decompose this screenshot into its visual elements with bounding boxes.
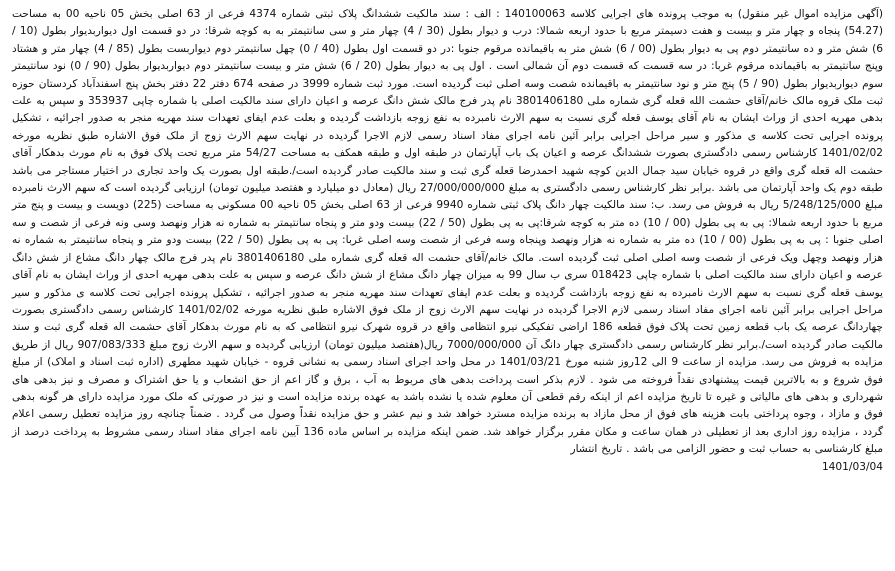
publish-date: 1401/03/04 [821, 460, 883, 473]
notice-body-text: (آگهی مزایده اموال غیر منقول) به موجب پرونده های اجرایی کلاسه 140100063 : الف : سند مالکیت ششدانگ پلاک ثبتی شماره 4374 فرعی از 63 اصلی بخش 05 ناحیه 00 به مساحت (54.27) پنجاه و چهار متر و بیست و هفت دسیمتر مربع با حدود اربعه شمالا: درب و دیوار بطول (30 / 4) چهار متر و سی سانتیمتر به به کوچه شرقا: در دو قسمت اول دیواربدیوار بطول (10 / 6) شش متر و ده سانتیمتر دوم پی به دیوار بطول (00 / 6) شش متر به باقیمانده مرقوم جنوبا :در دو قسمت اول بطول (40 / 0) چهل سانتیمتر دوم دیواربست بطول (85 / 4) چهار متر و هشتاد وپنج سانتیمتر به باقیمانده مرقوم غربا: در سه قسمت که قسمت دوم آن شمالی است . اول پی به دیوار بطول (20 / 6) شش متر و بیست سانتیمتر دوم دیواربدیوار بطول (90 / 0) نود سانتیمتر سوم دیواربدیوار بطول (90 / 5) پنج متر و نود سانتیمتر به باقیمانده شصت وسه اصلی ثبت گردیده است. مورد ثبت شماره 3999 در صفحه 674 دفتر 22 دفتر بخش پنج اسفندآباد کردستان حوزه ثبت ملک قروه مالک خانم/آقای حشمت الله قعله گری شماره ملی 3801406180 نام پدر فرج مالک شش دانگ عرصه و اعیان دارای سند مالکیت اصلی با شماره چاپی 353937 و سپس به علت بدهی مهریه احدی از وراث ایشان به نام آقای یوسف قعله گری نسبت به سهم الارث نامبرده به نفع زوجه بازداشت گردیده و بعلت عدم ایفای تعهدات سند مهریه منجر به صدور اجرائیه ، تشکیل پرونده اجرایی تحت کلاسه ی مذکور و سیر مراحل اجرایی برابر آئین نامه اجرای مفاد اسناد رسمی لازم الاجرا گردیده در نهایت سهم الارث زوج از ملک فوق الاشاره طبق نظریه مورخه 1401/02/02 کارشناس رسمی دادگستری بصورت ششدانگ عرصه و اعیان یک باب آپارتمان در طبقه اول و طبقه همکف به مساحت 54/27 متر مربع تحت پلاک فوق به نام مورث بدهکار آقای حشمت اله قعله گری واقع در قروه خیابان سید جمال الدین کوچه شهید احمدرضا قعله گری ثبت و سند مالکیت صادر گردیده است/.طبقه اول بصورت یک واحد تجاری در اختیار مستاجر می باشد طبقه دوم یک واحد آپارتمان می باشد .برابر نظر کارشناس رسمی دادگستری به مبلغ 27/000/000/000 ریال (معادل دو میلیارد و هفتصد میلیون تومان) ارزیابی گردیده است که سهم الارث نامبرده مبلغ 5/248/125/000 ریال به فروش می رسد. ب: سند مالکیت چهار دانگ پلاک ثبتی شماره 9940 فرعی از 63 اصلی بخش 05 ناحیه 00 مسکونی به مساحت (225) دویست و بیست و پنج متر مربع با حدود اربعه شمالا: پی به پی بطول (00 / 10) ده متر به کوچه شرقا:پی به پی بطول (50 / 22) بیست ودو متر و پنجاه سانتیمتر به شماره نه هزار ونهصد وسی ونه فرعی از شصت و سه اصلی جنوبا : پی به پی بطول (00 / 10) ده متر به شماره نه هزار ونهصد وپنجاه وسه فرعی از شصت وسه اصلی غربا: پی به پی بطول (50 / 22) بیست ودو متر و پنجاه سانتیمتر به شماره نه هزار ونهصد وچهل ویک فرعی از شصت وسه اصلی اصلی ثبت گردیده است. مالک خانم/آقای حشمت اله قعله گری شماره ملی 3801406180 نام پدر فرج مالک چهار دانگ مشاع از شش دانگ عرصه و اعیان دارای سند مالکیت اصلی با شماره چاپی 018423 سری ب سال 99 به میزان چهار دانگ مشاع از شش دانگ عرصه و سپس به علت بدهی مهریه احدی از وراث ایشان به نام آقای یوسف قعله گری نسبت به سهم الارث نامبرده به نفع زوجه بازداشت گردیده و بعلت عدم ایفای تعهدات سند مهریه منجر به صدور اجرائیه ، تشکیل پرونده اجرایی تحت کلاسه ی مذکور و سیر مراحل اجرایی برابر آئین نامه اجرای مفاد اسناد رسمی لازم الاجرا گردیده در نهایت سهم الارث زوج از ملک فوق الاشاره طبق نظریه مورخه 1401/02/02 کارشناس رسمی دادگستری بصورت چهاردانگ عرصه یک باب قطعه زمین تحت پلاک فوق قطعه 186 اراضی تفکیکی نیرو انتظامی واقع در قروه شهرک نیرو انتظامی که به نام مورث بدهکار آقای حشمت اله قعله گری ثبت و سند مالکیت صادر گردیده است/.برابر نظر کارشناس رسمی دادگستری چهار دانگ آن 7000/000/000 ریال(هفتصد میلیون تومان) ارزیابی گردیده و سهم الارث زوج مبلغ 907/083/333 ریال از طریق مزایده به فروش می رسد. مزایده از ساعت 9 الی 12روز شنبه مورخ 1401/03/21 در محل واحد اجرای اسناد رسمی به نشانی قروه - خیابان شهید مطهری (اداره ثبت اسناد و املاک) از مبلغ فوق شروع و به بالاترین قیمت پیشنهادی نقداً فروخته می شود . لازم بذکر است پرداخت بدهی های مربوط به آب ، برق و گاز اعم از حق انشعاب و یا حق اشتراک و مصرف و نیز بدهی های شهرداری و بدهی های مالیاتی و غیره تا تاریخ مزایده اعم از اینکه رقم قطعی آن معلوم شده یا نشده باشد به عهده برنده مزایده است و نیز در صورتی که ملک مورد مزایده دارای هر گونه بدهی فوق و مازاد ، وجوه پرداختی بابت هزینه های فوق از محل مازاد به برنده مزایده مسترد خواهد شد و نیم عشر و حق مزایده نقداً وصول می گردد . ضمناً چنانچه روز مزایده تعطیل رسمی اعلام گردد ، مزایده روز اداری بعد از تعطیلی در همان ساعت و مکان مقرر برگزار خواهد شد. ضمن اینکه مزایده بر اساس ماده 136 آیین نامه اجرای مفاد اسناد رسمی مشروط به پرداخت درصد از مبلغ کارشناسی به حساب ثبت و حضور الزامی می باشد . تاریخ انتشار [12, 8, 884, 456]
